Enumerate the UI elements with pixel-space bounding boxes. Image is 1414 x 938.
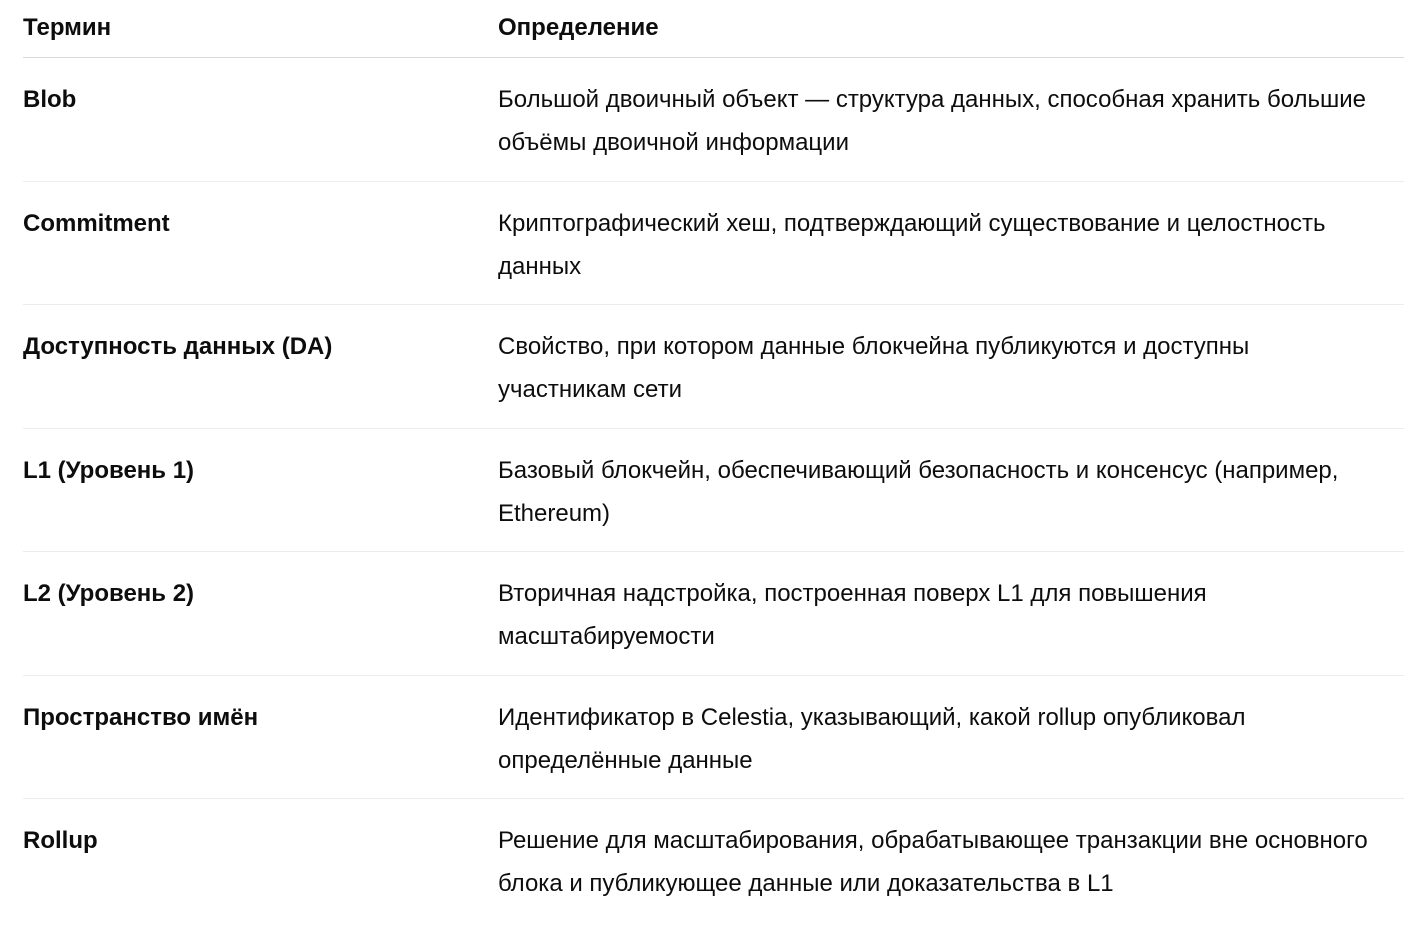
header-definition: Определение	[498, 14, 659, 41]
definition-cell: Идентификатор в Celestia, указывающий, какой rollup опубликовал определённые данные	[498, 703, 1246, 774]
term-cell: L1 (Уровень 1)	[23, 456, 195, 484]
table-header	[23, 0, 1404, 58]
header-term: Термин	[23, 14, 112, 41]
term-cell: L2 (Уровень 2)	[23, 580, 195, 607]
term-cell: Commitment	[23, 209, 170, 237]
definition-cell: Базовый блокчейн, обеспечивающий безопасность и консенсус (например, Ethereum)	[498, 456, 1339, 527]
definition-cell: Свойство, при котором данные блокчейна публикуются и доступны участникам сети	[498, 333, 1250, 403]
table-row	[23, 799, 1404, 923]
definition-cell: Вторичная надстройка, построенная поверх L1 для повышения масштабируемости	[498, 580, 1207, 650]
definition-cell: Решение для масштабирования, обрабатывающее транзакции вне основного блока и публикующее данные или доказательства в L1	[498, 827, 1368, 897]
term-cell: Rollup	[23, 827, 98, 854]
definition-cell: Криптографический хеш, подтверждающий существование и целостность данных	[498, 209, 1326, 280]
table-row	[23, 429, 1404, 553]
definition-cell: Большой двоичный объект — структура данных, способная хранить большие объёмы двоичной информации	[498, 86, 1367, 156]
term-cell: Пространство имён	[23, 703, 259, 731]
table-row	[23, 552, 1404, 676]
term-cell: Доступность данных (DA)	[23, 333, 333, 360]
term-cell: Blob	[23, 86, 77, 113]
table-row	[23, 182, 1404, 306]
glossary-table	[23, 0, 1404, 923]
table-row	[23, 676, 1404, 800]
table-row	[23, 58, 1404, 182]
table-row	[23, 305, 1404, 429]
